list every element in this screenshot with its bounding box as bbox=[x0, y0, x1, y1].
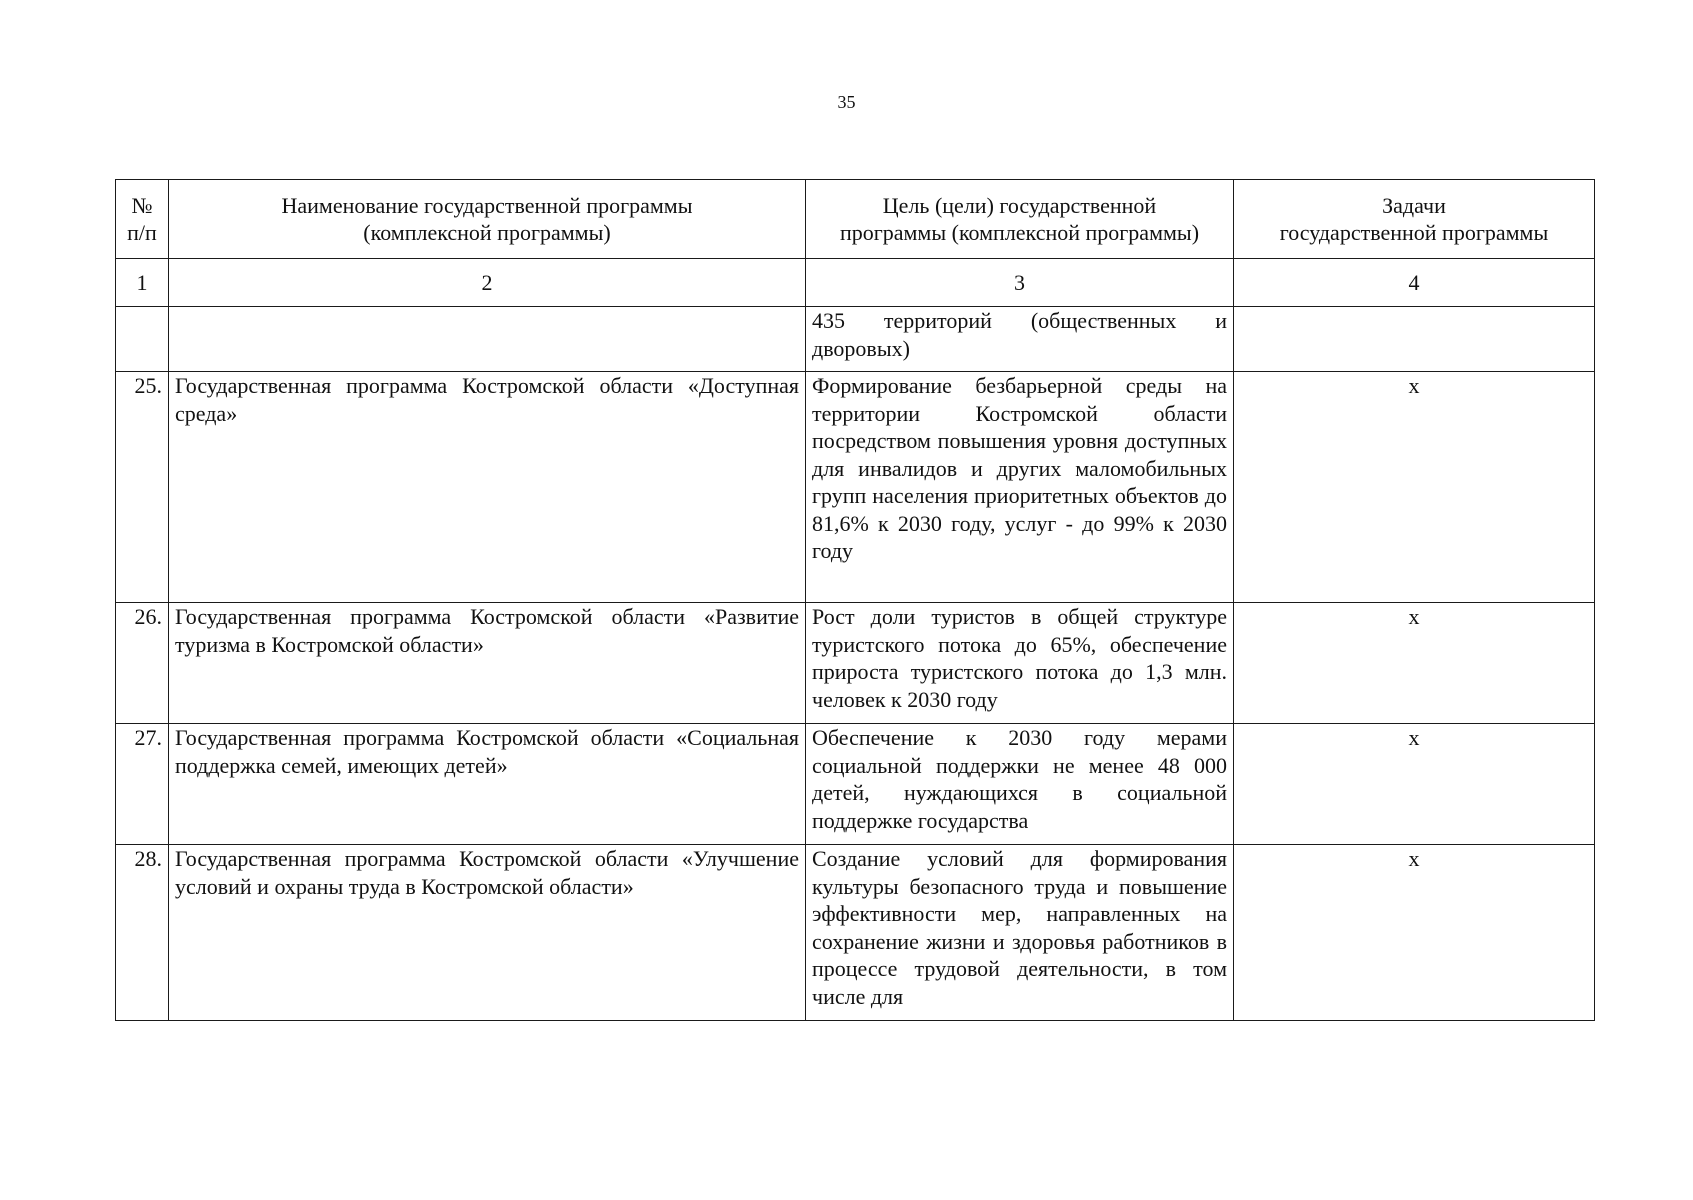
program-goal: Создание условий для формирования культуры безопасного труда и повышение эффективности мер, направленных на сохранение жизни и здоровья работников в процессе трудовой деятельности, в том числе для bbox=[806, 845, 1234, 1021]
program-name: Государственная программа Костромской области «Доступная среда» bbox=[169, 372, 806, 603]
program-tasks: х bbox=[1234, 372, 1595, 603]
row-number: 25. bbox=[116, 372, 169, 603]
row-number: 28. bbox=[116, 845, 169, 1021]
header-program-tasks-line-2: государственной программы bbox=[1279, 220, 1549, 245]
program-name: Государственная программа Костромской области «Улучшение условий и охраны труда в Костромской области» bbox=[169, 845, 806, 1021]
header-program-tasks bbox=[1234, 180, 1595, 259]
header-program-name bbox=[169, 180, 806, 259]
program-tasks: х bbox=[1234, 724, 1595, 845]
table-header-row bbox=[116, 180, 1595, 259]
header-program-goal-line-2: программы (комплексной программы) bbox=[839, 220, 1200, 245]
header-number-line-2: п/п bbox=[127, 220, 157, 245]
column-numbers-row bbox=[116, 259, 1595, 307]
table-row bbox=[116, 307, 1595, 372]
header-program-goal bbox=[806, 180, 1234, 259]
program-goal: Обеспечение к 2030 году мерами социальной поддержки не менее 48 000 детей, нуждающихся в социальной поддержке государства bbox=[806, 724, 1234, 845]
header-number bbox=[116, 180, 169, 259]
row-number: 27. bbox=[116, 724, 169, 845]
page-number: 35 bbox=[837, 92, 856, 112]
header-program-goal-line-1: Цель (цели) государственной bbox=[882, 192, 1157, 218]
table-row bbox=[116, 845, 1595, 1021]
table-row bbox=[116, 372, 1595, 603]
program-tasks: х bbox=[1234, 845, 1595, 1021]
row-number: 26. bbox=[116, 603, 169, 724]
program-name: Государственная программа Костромской области «Развитие туризма в Костромской области» bbox=[169, 603, 806, 724]
program-tasks bbox=[1234, 307, 1595, 372]
program-goal: 435 территорий (общественных и дворовых) bbox=[806, 307, 1234, 372]
program-name: Государственная программа Костромской области «Социальная поддержка семей, имеющих детей» bbox=[169, 724, 806, 845]
table-row bbox=[116, 724, 1595, 845]
program-tasks: х bbox=[1234, 603, 1595, 724]
column-number: 3 bbox=[806, 259, 1234, 307]
program-goal: Рост доли туристов в общей структуре туристского потока до 65%, обеспечение прироста туристского потока до 1,3 млн. человек к 2030 году bbox=[806, 603, 1234, 724]
column-number: 1 bbox=[116, 259, 169, 307]
column-number: 4 bbox=[1234, 259, 1595, 307]
table-row bbox=[116, 603, 1595, 724]
row-number bbox=[116, 307, 169, 372]
column-number: 2 bbox=[169, 259, 806, 307]
program-goal: Формирование безбарьерной среды на территории Костромской области посредством повышения уровня доступных для инвалидов и других маломобильных групп населения приоритетных объектов до 81,6% к 2030 году, услуг - до 99% к 2030 году bbox=[806, 372, 1234, 603]
header-program-name-line-1: Наименование государственной программы bbox=[281, 192, 693, 218]
header-program-tasks-line-1: Задачи bbox=[1382, 192, 1446, 218]
programs-table bbox=[115, 179, 1595, 1021]
header-program-name-line-2: (комплексной программы) bbox=[363, 220, 611, 245]
header-number-line-1: № bbox=[131, 192, 153, 218]
program-name bbox=[169, 307, 806, 372]
